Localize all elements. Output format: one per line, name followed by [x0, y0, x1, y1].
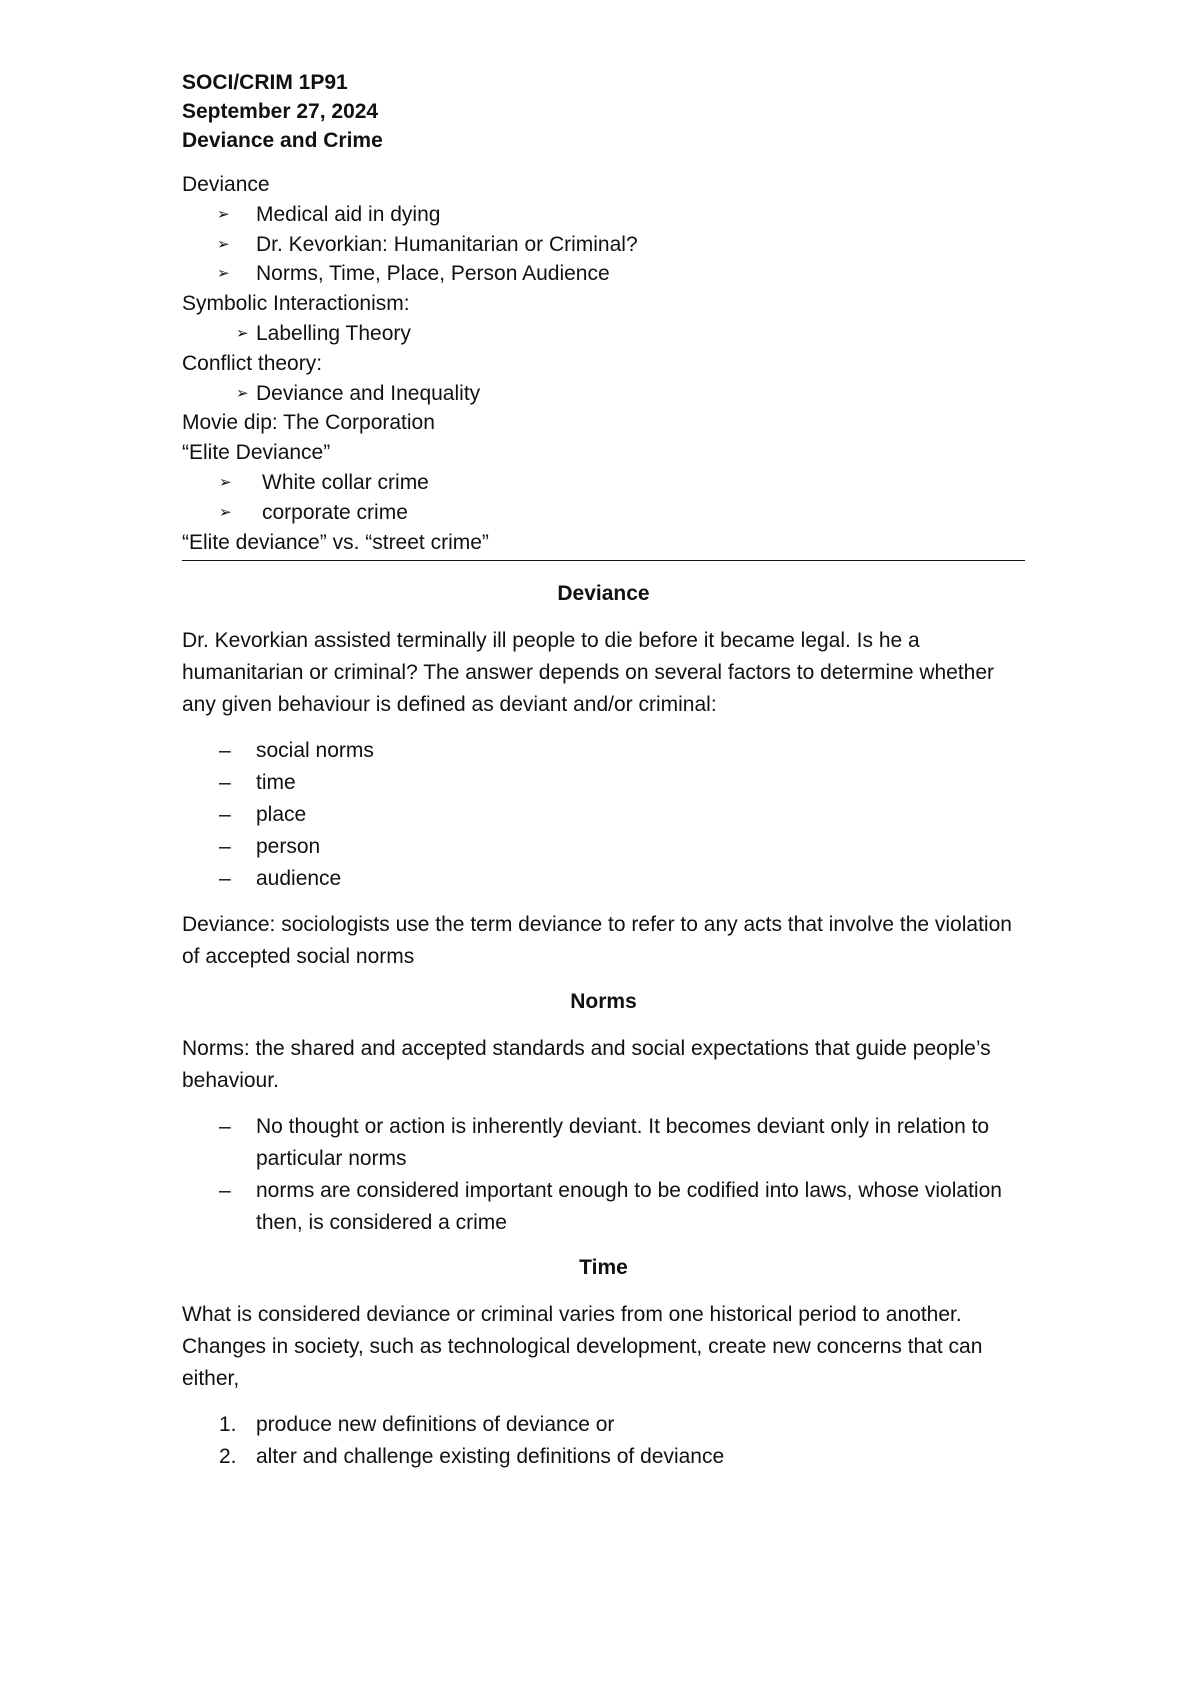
outline-item: ➢ Medical aid in dying [182, 200, 1025, 230]
list-item: – No thought or action is inherently deviant. It becomes deviant only in relation to particular norms [182, 1111, 1025, 1175]
section-title-deviance: Deviance [557, 582, 650, 606]
list-item: 1. produce new definitions of deviance or [182, 1409, 1025, 1441]
horizontal-divider [182, 560, 1025, 561]
arrow-bullet-icon: ➢ [236, 324, 249, 342]
dash-marker: – [219, 739, 231, 763]
lecture-date: September 27, 2024 [182, 100, 379, 123]
outline-item: ➢ White collar crime [182, 468, 1025, 498]
dash-marker: – [219, 1179, 231, 1203]
arrow-bullet-icon: ➢ [217, 205, 230, 223]
outline-item: ➢ Deviance and Inequality [182, 379, 1025, 409]
arrow-bullet-icon: ➢ [217, 235, 230, 253]
dash-marker: – [219, 771, 231, 795]
deviance-intro: Dr. Kevorkian assisted terminally ill people to die before it became legal. Is he a humanitarian or criminal? The answer depends on several factors to determine whether any given behaviour is defined as deviant and/or criminal: [182, 629, 995, 717]
list-item: – place [182, 799, 1025, 831]
lecture-topic: Deviance and Crime [182, 129, 383, 152]
outline-item: ➢ Norms, Time, Place, Person Audience [182, 259, 1025, 289]
outline-elite: “Elite Deviance” [182, 441, 331, 465]
deviance-factor-list [182, 735, 1025, 895]
outline-item: ➢ corporate crime [182, 498, 1025, 528]
list-item: 2. alter and challenge existing definitions of deviance [182, 1441, 1025, 1473]
list-item: – person [182, 831, 1025, 863]
dash-marker: – [219, 1115, 231, 1139]
document-content [182, 68, 1025, 1487]
outline-elite-vs: “Elite deviance” vs. “street crime” [182, 530, 489, 554]
arrow-bullet-icon: ➢ [236, 384, 249, 402]
dash-marker: – [219, 835, 231, 859]
course-code: SOCI/CRIM 1P91 [182, 71, 348, 94]
arrow-bullet-icon: ➢ [217, 265, 230, 283]
outline-movie: Movie dip: The Corporation [182, 411, 435, 435]
list-item: – norms are considered important enough to be codified into laws, whose violation then, is considered a crime [182, 1175, 1025, 1239]
deviance-definition: Deviance: sociologists use the term deviance to refer to any acts that involve the violation of accepted social norms [182, 913, 1012, 969]
list-item: – social norms [182, 735, 1025, 767]
section-title-norms: Norms [570, 990, 637, 1014]
number-marker: 1. [219, 1413, 237, 1437]
time-intro: What is considered deviance or criminal varies from one historical period to another. Changes in society, such as technological development, create new concerns that can either, [182, 1303, 983, 1391]
section-title-time: Time [579, 1256, 628, 1280]
lecture-outline [182, 170, 1025, 557]
outline-item: ➢ Labelling Theory [182, 319, 1025, 349]
outline-conflict: Conflict theory: [182, 351, 323, 375]
outline-symbolic: Symbolic Interactionism: [182, 292, 410, 316]
time-numbered-list [182, 1409, 1025, 1473]
list-item: – audience [182, 863, 1025, 895]
arrow-bullet-icon: ➢ [219, 473, 232, 491]
norms-point-list [182, 1111, 1025, 1239]
dash-marker: – [219, 867, 231, 891]
dash-marker: – [219, 803, 231, 827]
list-item: – time [182, 767, 1025, 799]
arrow-bullet-icon: ➢ [219, 503, 232, 521]
number-marker: 2. [219, 1445, 237, 1469]
outline-item: ➢ Dr. Kevorkian: Humanitarian or Criminal? [182, 230, 1025, 260]
outline-deviance: Deviance [182, 173, 270, 196]
norms-definition: Norms: the shared and accepted standards and social expectations that guide people’s behaviour. [182, 1037, 991, 1093]
